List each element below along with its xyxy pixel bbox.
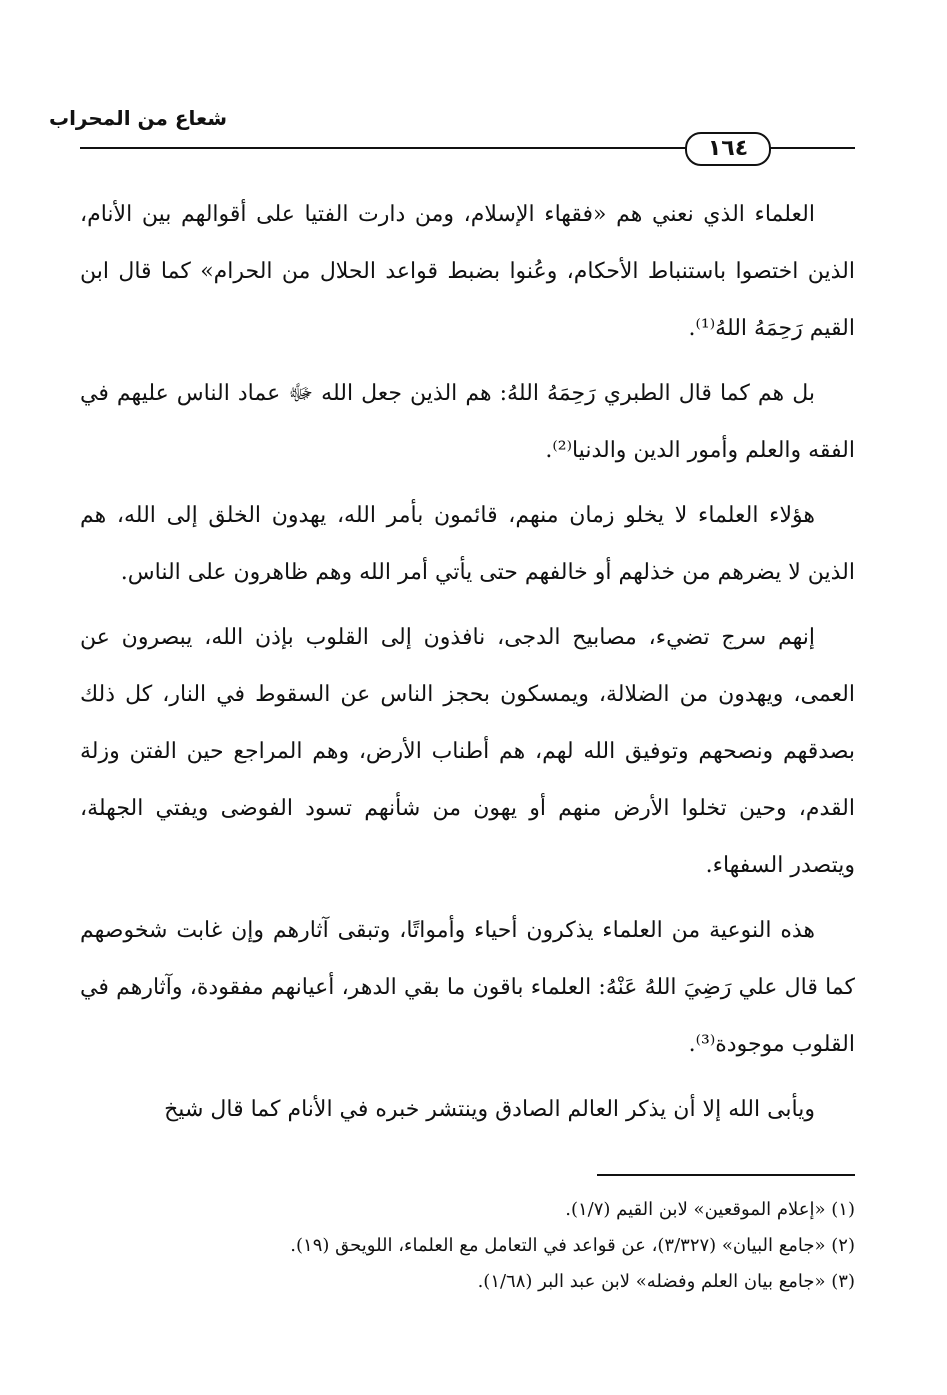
paragraph: ويأبى الله إلا أن يذكر العالم الصادق وينتشر خبره في الأنام كما قال شيخ <box>164 1097 815 1122</box>
footnote: (٢) «جامع البيان» (٣/٣٢٧)، عن قواعد في التعامل مع العلماء، اللويحق (١٩). <box>290 1235 855 1256</box>
paragraph: هذه النوعية من العلماء يذكرون أحياء وأمواتًا، وتبقى آثارهم وإن غابت شخوصهم كما قال علي رَضِيَ اللهُ عَنْهُ: العلماء باقون ما بقي الدهر، أعيانهم مفقودة، وآثارهم في القلوب موجودة⁽³⁾. <box>80 918 855 1057</box>
paragraph: هؤلاء العلماء لا يخلو زمان منهم، قائمون بأمر الله، يهدون الخلق إلى الله، هم الذين لا يضرهم من خذلهم أو خالفهم حتى يأتي أمر الله وهم ظاهرون على الناس. <box>80 503 855 585</box>
footnote-separator <box>597 1174 855 1176</box>
paragraph: إنهم سرج تضيء، مصابيح الدجى، نافذون إلى القلوب بإذن الله، يبصرون عن العمى، ويهدون من الضلالة، ويمسكون بحجز الناس عن السقوط في النار، كل ذلك بصدقهم ونصحهم وتوفيق الله لهم، هم أطناب الأرض، وهم المراجع حين الفتن وزلة القدم، وحين تخلوا الأرض منهم أو يهون من شأنهم تسود الفوضى ويفتي الجهلة، ويتصدر السفهاء. <box>80 625 855 878</box>
paragraph: بل هم كما قال الطبري رَحِمَهُ اللهُ: هم الذين جعل الله ﷻ عماد الناس عليهم في الفقه والعلم وأمور الدين والدنيا⁽²⁾. <box>80 381 855 463</box>
footnote: (١) «إعلام الموقعين» لابن القيم (١/٧). <box>565 1199 855 1220</box>
footnotes <box>80 1192 855 1300</box>
paragraph: العلماء الذي نعني هم «فقهاء الإسلام، ومن دارت الفتيا على أقوالهم بين الأنام، الذين اختصوا باستنباط الأحكام، وعُنوا بضبط قواعد الحلال من الحرام» كما قال ابن القيم رَحِمَهُ اللهُ⁽¹⁾. <box>80 202 855 341</box>
running-title: شعاع من المحراب <box>48 106 227 130</box>
footnote: (٣) «جامع بيان العلم وفضله» لابن عبد البر (١/٦٨). <box>477 1271 855 1292</box>
body-text <box>80 186 855 1146</box>
page-number: ١٦٤ <box>685 132 771 166</box>
